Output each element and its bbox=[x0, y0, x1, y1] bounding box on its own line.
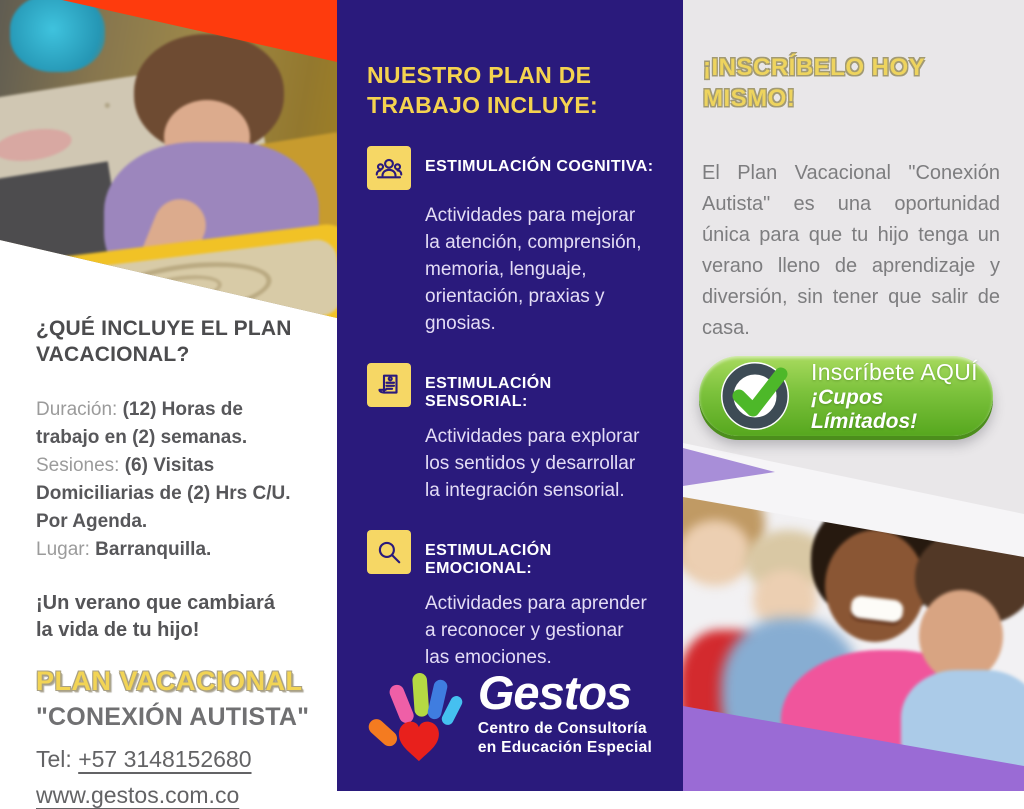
button-label: Inscríbete AQUÍ bbox=[811, 358, 978, 385]
detail-location: Lugar: Barranquilla. bbox=[36, 539, 212, 560]
panel-left bbox=[0, 0, 337, 808]
button-sublabel: ¡Cupos Límitados! bbox=[811, 385, 918, 433]
website-link[interactable]: www.gestos.com.co bbox=[36, 782, 240, 808]
section-title: ESTIMULACIÓN EMOCIONAL: bbox=[425, 542, 552, 577]
section-emotional bbox=[367, 534, 657, 671]
section-cognitive bbox=[367, 150, 657, 337]
program-title: PLAN VACACIONAL bbox=[36, 666, 303, 696]
middle-heading: NUESTRO PLAN DE TRABAJO INCLUYE: bbox=[367, 62, 598, 118]
logo-wordmark: Gestos bbox=[477, 665, 632, 719]
section-title: ESTIMULACIÓN COGNITIVA: bbox=[425, 158, 654, 175]
summer-tagline: ¡Un verano que cambiará la vida de tu hijo! bbox=[36, 592, 275, 641]
phone-label: Tel: bbox=[36, 746, 72, 772]
intro-paragraph: El Plan Vacacional "Conexión Autista" es una oportunidad única para que tu hijo tenga un verano lleno de aprendizaje y diversión, sin tener que salir de casa. bbox=[702, 162, 1000, 339]
right-heading: ¡INSCRÍBELO HOY MISMO! bbox=[703, 54, 925, 112]
magnifier-icon bbox=[367, 530, 411, 574]
section-title: ESTIMULACIÓN SENSORIAL: bbox=[425, 375, 552, 410]
section-body: Actividades para mejorar la atención, comprensión, memoria, lenguaje, orientación, praxias y gnosias. bbox=[425, 205, 642, 334]
inscribete-button[interactable] bbox=[699, 356, 993, 436]
document-icon bbox=[367, 363, 411, 407]
left-heading: ¿QUÉ INCLUYE EL PLAN VACACIONAL? bbox=[36, 317, 292, 366]
panel-right bbox=[683, 0, 1024, 791]
section-body: Actividades para explorar los sentidos y desarrollar la integración sensorial. bbox=[425, 426, 640, 501]
panel-middle bbox=[337, 0, 683, 791]
gestos-logo bbox=[337, 657, 683, 769]
checkmark-icon bbox=[711, 350, 803, 442]
people-icon bbox=[367, 146, 411, 190]
hand-heart-icon bbox=[368, 657, 468, 769]
phone-link[interactable]: +57 3148152680 bbox=[78, 746, 252, 772]
website-row bbox=[36, 782, 328, 809]
detail-duration: Duración: (12) Horas de trabajo en (2) semanas. bbox=[36, 399, 248, 448]
program-subtitle: "CONEXIÓN AUTISTA" bbox=[36, 703, 310, 731]
detail-sessions: Sesiones: (6) Visitas Domiciliarias de (2) Hrs C/U. Por Agenda. bbox=[36, 455, 291, 532]
phone-row bbox=[36, 746, 328, 773]
section-body: Actividades para aprender a reconocer y gestionar las emociones. bbox=[425, 593, 647, 668]
section-sensory bbox=[367, 367, 657, 504]
logo-tagline: Centro de Consultoría en Educación Especial bbox=[477, 719, 653, 756]
plan-details bbox=[36, 396, 304, 564]
